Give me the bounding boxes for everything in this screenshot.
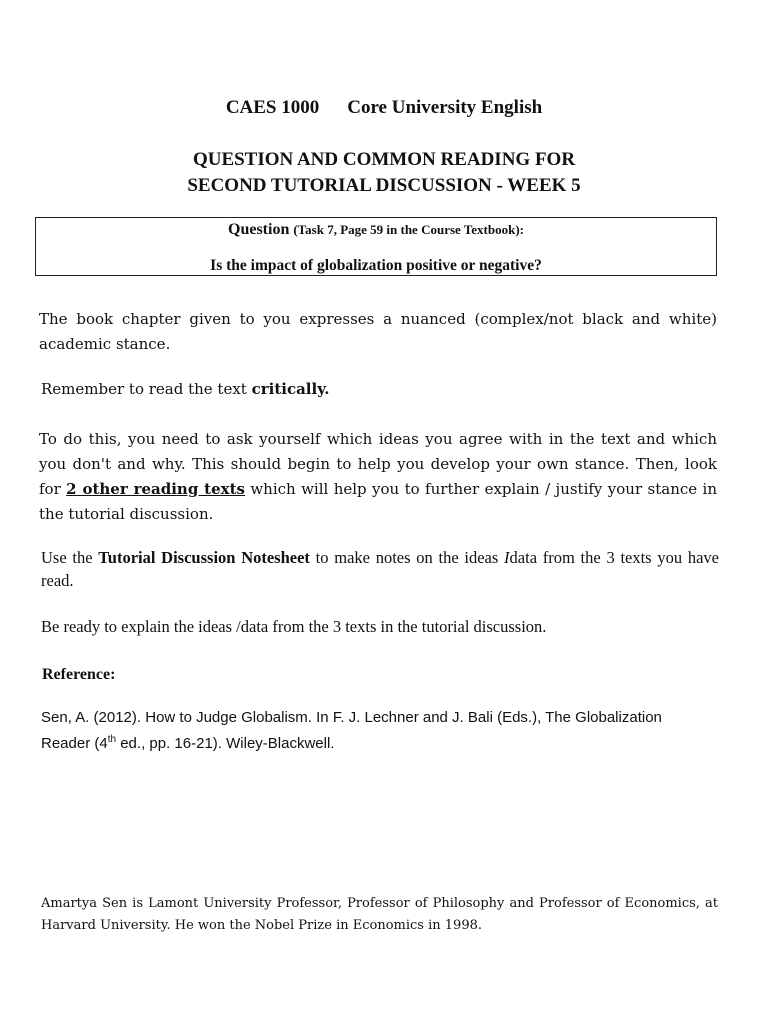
reference-sup: th bbox=[107, 734, 117, 745]
reference-text-end: ed., pp. 16-21). Wiley-Blackwell. bbox=[116, 735, 335, 752]
p4-text-end: data from the 3 texts you have read. bbox=[41, 548, 719, 590]
course-title bbox=[0, 97, 768, 119]
p3-text-start: To do this, you need to ask yourself which ideas you agree with in the text and which you don't and why. This should begin to help you develop your own stance. Then, look for bbox=[39, 430, 717, 498]
paragraph-instructions bbox=[39, 427, 717, 527]
question-label bbox=[36, 221, 716, 239]
course-code: CAES 1000 bbox=[225, 97, 320, 118]
p3-underlined: 2 other reading texts bbox=[66, 480, 245, 498]
course-name: Core University English bbox=[347, 97, 543, 118]
reference-text-start: Sen, A. (2012). How to Judge Globalism. In F. J. Lechner and J. Bali (Eds.), The Globalization Reader (4 bbox=[41, 709, 662, 752]
paragraph-read-critically bbox=[41, 377, 719, 402]
heading-line-2: SECOND TUTORIAL DISCUSSION - WEEK 5 bbox=[187, 175, 581, 196]
p4-text-start: Use the bbox=[41, 548, 99, 567]
paragraph-be-ready: Be ready to explain the ideas /data from the 3 texts in the tutorial discussion. bbox=[41, 617, 547, 636]
p2-text: Remember to read the text bbox=[41, 380, 252, 398]
question-word: Question bbox=[228, 221, 290, 238]
paragraph-notesheet bbox=[41, 546, 719, 592]
paragraph-stance: The book chapter given to you expresses a nuanced (complex/not black and white) academic stance. bbox=[39, 310, 717, 353]
author-bio: Amartya Sen is Lamont University Professor, Professor of Philosophy and Professor of Economics, at Harvard University. He won the Nobel Prize in Economics in 1998. bbox=[41, 896, 718, 933]
p3-text-end: which will help you to further explain / justify your stance in the tutorial discussion. bbox=[39, 480, 717, 523]
reference-heading: Reference: bbox=[42, 666, 116, 683]
heading-line-1: QUESTION AND COMMON READING FOR bbox=[192, 149, 576, 170]
p4-italic: I bbox=[504, 548, 510, 567]
p4-bold: Tutorial Discussion Notesheet bbox=[98, 548, 310, 567]
question-box bbox=[35, 217, 717, 276]
reference-entry bbox=[41, 705, 701, 757]
task-reference: (Task 7, Page 59 in the Course Textbook): bbox=[293, 222, 524, 237]
p4-text-mid: to make notes on the ideas bbox=[309, 548, 505, 567]
p2-bold: critically. bbox=[251, 380, 330, 398]
question-text: Is the impact of globalization positive or negative? bbox=[210, 257, 542, 274]
